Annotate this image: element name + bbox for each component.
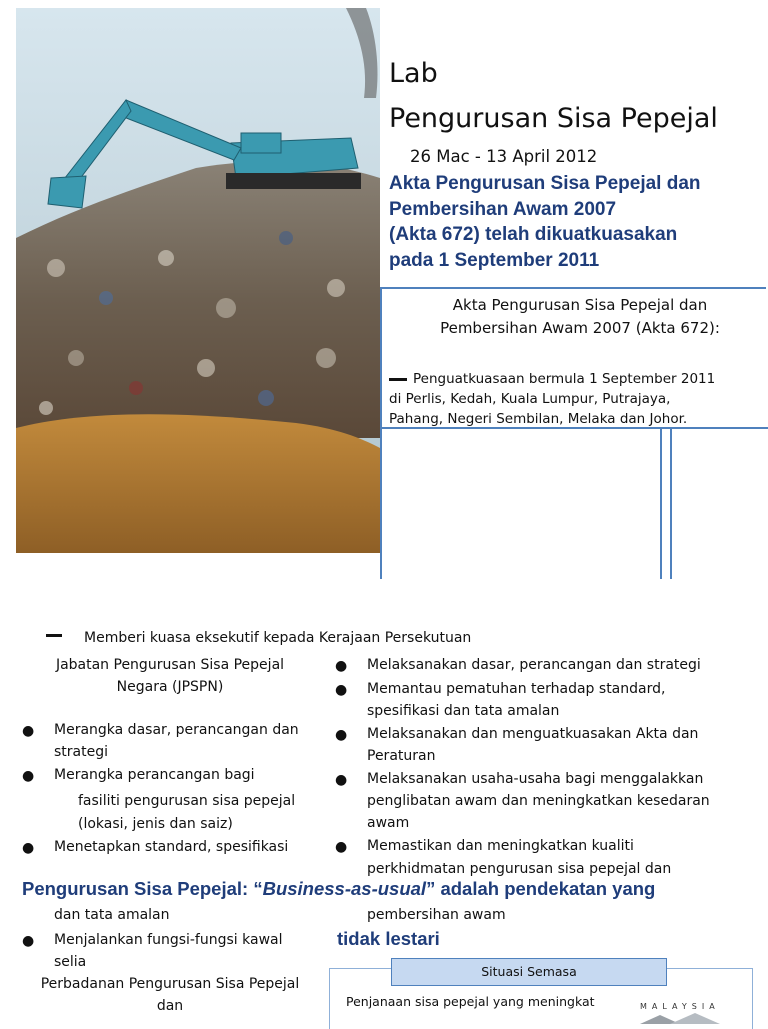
act-info-heading-line: Akta Pengurusan Sisa Pepejal dan [452,296,708,314]
list-item: Memastikan dan meningkatkan kualiti [367,838,634,854]
act-info-heading-line: Pembersihan Awam 2007 (Akta 672): [440,319,720,337]
bullet: ● [22,933,35,949]
dash-marker [389,378,407,381]
bullet: ● [335,658,348,674]
malaysia-logo-text: MALAYSIA [640,1002,720,1011]
federal-power-text: Memberi kuasa eksekutif kepada Kerajaan Persekutuan [84,630,472,646]
list-item: awam [367,815,410,831]
list-item: penglibatan awam dan meningkatkan kesedaran [367,793,710,809]
list-item: fasiliti pengurusan sisa pepejal [78,793,296,809]
list-item: selia [54,954,87,970]
bullet: ● [335,839,348,855]
list-item: pembersihan awam [367,907,506,923]
title-lab: Lab [389,58,438,89]
list-item: Melaksanakan dan menguatkuasakan Akta dan [367,726,699,742]
act-heading [389,171,764,273]
states-line: di Perlis, Kedah, Kuala Lumpur, Putrajaya, [389,391,671,407]
states-line: Pahang, Negeri Sembilan, Melaka dan Johor. [389,411,688,427]
perbadanan-heading: Perbadanan Pengurusan Sisa Pepejal [40,976,300,992]
list-item: Melaksanakan usaha-usaha bagi menggalakkan [367,771,704,787]
situasi-semasa-label: Situasi Semasa [391,958,667,986]
act-heading-line: Akta Pengurusan Sisa Pepejal dan [389,173,701,194]
malaysia-logo-shape [640,1013,735,1024]
enforcement-line [389,369,749,389]
act-info-body [389,369,749,429]
act-heading-line: Pembersihan Awam 2007 [389,198,617,220]
list-item: Menetapkan standard, spesifikasi [54,839,289,855]
jpspn-heading [40,654,300,698]
title-date: 26 Mac - 13 April 2012 [410,147,598,166]
enforcement-text: Penguatkuasaan bermula 1 September 2011 [413,371,716,387]
list-item: perkhidmatan pengurusan sisa pepejal dan [367,861,672,877]
list-item: (lokasi, jenis dan saiz) [78,816,233,832]
landfill-excavator-photo [16,8,380,553]
act-info-heading [400,294,760,340]
bullet: ● [335,682,348,698]
list-item: Menjalankan fungsi-fungsi kawal [54,932,283,948]
unsustainable-heading: tidak lestari [337,928,440,949]
empty-box-right [670,427,768,579]
list-item: Memantau pematuhan terhadap standard, [367,681,666,697]
list-item: Peraturan [367,748,436,764]
bullet: ● [22,723,35,739]
heading-suffix: ” adalah pendekatan yang [426,878,656,899]
perbadanan-heading: dan [156,998,184,1014]
list-item: spesifikasi dan tata amalan [367,703,560,719]
heading-prefix: Pengurusan Sisa Pepejal: “ [22,878,263,899]
bullet: ● [22,768,35,784]
jpspn-heading-line: Jabatan Pengurusan Sisa Pepejal [55,657,285,673]
heading-italic: Business-as-usual [262,878,427,899]
list-item: dan tata amalan [54,907,170,923]
list-item: Melaksanakan dasar, perancangan dan strategi [367,657,701,673]
act-heading-line: (Akta 672) telah dikuatkuasakan [389,224,678,245]
list-item: Merangka perancangan bagi [54,767,255,783]
bullet: ● [335,772,348,788]
title-main: Pengurusan Sisa Pepejal [389,103,718,134]
business-as-usual-heading [22,878,655,900]
jpspn-heading-line: Negara (JPSPN) [116,679,224,695]
act-heading-line: pada 1 September 2011 [389,249,600,271]
bullet: ● [22,840,35,856]
list-item: strategi [54,744,108,760]
dash-marker [46,634,62,637]
list-item: Merangka dasar, perancangan dan [54,722,299,738]
empty-box-left [380,427,662,579]
bullet: ● [335,727,348,743]
situasi-item: Penjanaan sisa pepejal yang meningkat [346,994,595,1009]
